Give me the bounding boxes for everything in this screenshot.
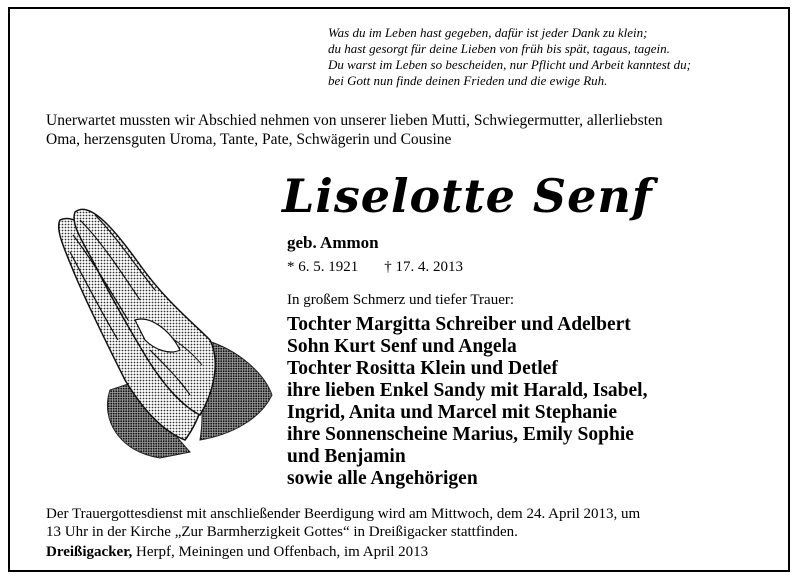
poem-line: Du warst im Leben so bescheiden, nur Pflicht und Arbeit kanntest du; [328, 57, 691, 72]
service-info [46, 505, 776, 541]
intro-line: Oma, herzensguten Uroma, Tante, Pate, Schwägerin und Cousine [46, 131, 452, 148]
intro-text [46, 111, 766, 149]
mourner-line: ihre lieben Enkel Sandy mit Harald, Isabel, [287, 380, 648, 401]
intro-line: Unerwartet mussten wir Abschied nehmen von unserer lieben Mutti, Schwiegermutter, allerliebsten [46, 112, 663, 129]
place-and-date [46, 544, 428, 561]
place-rest: Herpf, Meiningen und Offenbach, im April 2013 [132, 544, 429, 560]
town-name: Dreißigacker, [46, 544, 133, 560]
death-date: † 17. 4. 2013 [384, 259, 463, 275]
mourner-line: sowie alle Angehörigen [287, 468, 478, 489]
life-dates [287, 259, 463, 276]
grief-line: In großem Schmerz und tiefer Trauer: [287, 292, 515, 308]
poem-line: bei Gott nun finde deinen Frieden und die ewige Ruh. [328, 73, 608, 88]
poem-line: Was du im Leben hast gegeben, dafür ist jeder Dank zu klein; [328, 25, 648, 40]
poem-line: du hast gesorgt für deine Lieben von früh bis spät, tagaus, tagein. [328, 41, 670, 56]
mourner-line: Ingrid, Anita und Marcel mit Stephanie [287, 402, 618, 423]
service-line: 13 Uhr in der Kirche „Zur Barmherzigkeit Gottes“ in Dreißigacker stattfinden. [46, 524, 518, 540]
praying-hands-icon [40, 190, 280, 460]
mourners-list [287, 314, 647, 490]
maiden-name: geb. Ammon [287, 233, 379, 252]
mourner-line: Sohn Kurt Senf und Angela [287, 336, 517, 357]
mourner-line: Tochter Rositta Klein und Detlef [287, 358, 558, 379]
mourner-line: Tochter Margitta Schreiber und Adelbert [287, 314, 631, 335]
deceased-name: Liselotte Senf [282, 169, 653, 223]
mourner-line: und Benjamin [287, 446, 406, 467]
poem [328, 25, 778, 89]
mourner-line: ihre Sonnenscheine Marius, Emily Sophie [287, 424, 634, 445]
service-line: Der Trauergottesdienst mit anschließender Beerdigung wird am Mittwoch, dem 24. April 2013, um [46, 506, 641, 522]
birth-date: * 6. 5. 1921 [287, 259, 359, 275]
